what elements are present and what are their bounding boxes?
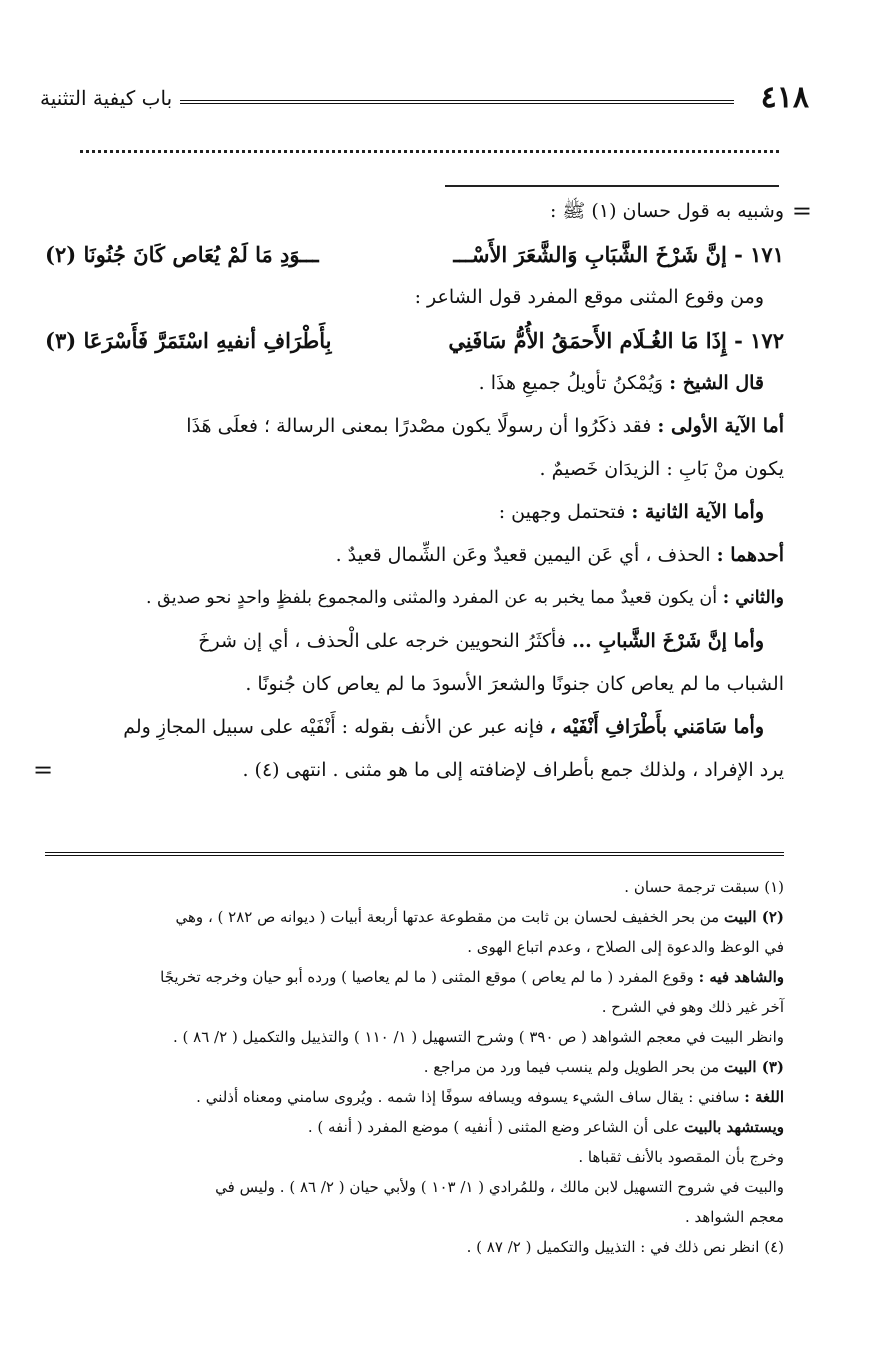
text-span: على أن الشاعر وضع المثنى ( أنفيه ) موضع المفرد ( أنفه ) . <box>307 1118 685 1136</box>
footnote-line <box>45 1142 784 1172</box>
text-span: وخرج بأن المقصود بالأنف ثقباها . <box>578 1148 784 1166</box>
text-span: يرد الإفراد ، ولذلك جمع بأطراف لإضافته إلى ما هو مثنى . انتهى (٤) . <box>242 759 784 781</box>
short-separator <box>445 185 779 187</box>
text-line <box>45 190 812 233</box>
text-span: فتحتمل وجهين : <box>498 501 632 523</box>
text-span: أن يكون قعيدٌ مما يخبر به عن المفرد والمثنى والمجموع بلفظٍ واحدٍ نحو صديق . <box>146 588 723 608</box>
text-span: وشبيه به قول حسان (١) ﷺ : <box>549 200 784 222</box>
footnotes <box>45 872 784 1262</box>
footnote-line <box>45 1112 784 1142</box>
text-span: من بحر الخفيف لحسان بن ثابت من مقطوعة عدتها أربعة أبيات ( ديوانه ص ٢٨٢ ) ، وهي <box>175 908 724 926</box>
text-span: الحذف ، أي عَن اليمين قعيدٌ وعَن الشِّمال قعيدٌ . <box>335 544 717 566</box>
footnote-line <box>45 932 784 962</box>
text-line <box>45 405 784 448</box>
main-text <box>33 190 812 792</box>
continuation-mark: = <box>33 756 54 784</box>
text-line <box>45 491 784 534</box>
text-span: والبيت في شروح التسهيل لابن مالك ، وللمُرادي ( ١/ ١٠٣ ) ولأبي حيان ( ٢/ ٨٦ ) . وليس في <box>215 1178 784 1196</box>
bold-lead: (٢) البيت <box>723 908 784 926</box>
bold-lead: قال الشيخ : <box>669 372 764 394</box>
text-span: (١) سبقت ترجمة حسان . <box>624 878 784 896</box>
bold-lead: والثاني : <box>722 588 784 608</box>
text-line <box>45 706 784 749</box>
text-span: آخر غير ذلك وهو في الشرح . <box>601 998 784 1016</box>
bold-lead: وأما سَامَني بأَطْرَافِ أَنْفَيْه ، <box>549 716 764 738</box>
page-number: ٤١٨ <box>760 80 809 115</box>
verse-hemistich-2: بِأَطْرَافِ أنفيهِ اسْتَمَرَّ فَأَسْرَعَا (٣) <box>45 328 332 353</box>
text-line <box>45 620 784 663</box>
verse-171 <box>45 233 784 276</box>
bold-lead: (٣) البيت <box>723 1058 784 1076</box>
bold-lead: وأما الآية الثانية : <box>631 501 764 523</box>
chapter-title: باب كيفية التثنية <box>40 86 173 110</box>
text-line <box>45 448 784 491</box>
footnote-line <box>45 1052 784 1082</box>
text-line <box>45 577 784 620</box>
text-line <box>45 276 784 319</box>
footnote-line <box>45 1232 784 1262</box>
bold-lead: أحدهما : <box>716 544 784 566</box>
continuation-mark: = <box>791 197 812 225</box>
bold-lead: وأما إنَّ شَرْخَ الشَّبابِ ... <box>571 630 764 652</box>
footnote-line <box>45 1022 784 1052</box>
verse-hemistich-1: ١٧١ - إنَّ شَرْخَ الشَّبَابِ وَالشَّعَرَ الأَسْـــ <box>453 242 784 267</box>
bold-lead: والشاهد فيه : <box>698 968 784 986</box>
text-span: معجم الشواهد . <box>684 1208 784 1226</box>
text-span: الشباب ما لم يعاص كان جنونًا والشعرَ الأسودَ ما لم يعاص كان جُنونًا . <box>245 673 784 695</box>
text-line <box>33 749 784 792</box>
bold-lead: ويستشهد بالبيت <box>684 1118 784 1136</box>
text-span: فأكثَرُ النحويين خرجه على الْحذف ، أي إن شرخَ <box>198 630 572 652</box>
footnote-line <box>45 902 784 932</box>
text-span: ومن وقوع المثنى موقع المفرد قول الشاعر : <box>414 286 764 308</box>
footnote-line <box>45 962 784 992</box>
text-span: سافني : يقال ساف الشيء يسوفه ويسافه سوفًا إذا شمه . ويُروى سامني ومعناه أذلني . <box>196 1088 745 1106</box>
text-span: من بحر الطويل ولم ينسب فيما ورد من مراجع . <box>423 1058 724 1076</box>
footnote-line <box>45 992 784 1022</box>
footnote-line <box>45 1082 784 1112</box>
dotted-separator <box>80 150 779 153</box>
footnote-rule <box>45 852 784 856</box>
text-span: وانظر البيت في معجم الشواهد ( ص ٣٩٠ ) وشرح التسهيل ( ١/ ١١٠ ) والتذييل والتكميل ( ٢/ ٨٦ ) . <box>173 1028 784 1046</box>
text-span: وَيُمْكنُ تأويلُ جميعِ هذَا . <box>478 372 670 394</box>
text-span: وقوع المفرد ( ما لم يعاص ) موقع المثنى ( ما لم يعاصيا ) ورده أبو حيان وخرجه تخريجًا <box>160 968 699 986</box>
page-header <box>40 70 809 120</box>
text-span: يكون منْ بَابِ : الزيدَان خَصيمٌ . <box>539 458 784 480</box>
text-span: في الوعظ والدعوة إلى الصلاح ، وعدم اتباع الهوى . <box>467 938 784 956</box>
footnote-line <box>45 1172 784 1202</box>
verse-172 <box>45 319 784 362</box>
text-span: (٤) انظر نص ذلك في : التذييل والتكميل ( ٢/ ٨٧ ) . <box>466 1238 784 1256</box>
text-span: فقد ذكَرُوا أن رسولًا يكون مصْدرًا بمعنى الرسالة ؛ فعلَى هَذَا <box>186 415 658 437</box>
footnote-line <box>45 872 784 902</box>
verse-hemistich-1: ١٧٢ - إِذَا مَا الغُـلَام الأَحمَقُ الأُمُّ سَافَنِي <box>448 328 784 353</box>
header-rule <box>180 100 734 104</box>
bold-lead: أما الآية الأولى : <box>657 415 784 437</box>
footnote-line <box>45 1202 784 1232</box>
text-span: فإنه عبر عن الأنف بقوله : أَنْفَيْه على سبيل المجازِ ولم <box>123 716 550 738</box>
text-line <box>45 663 784 706</box>
text-line <box>45 534 784 577</box>
text-line <box>45 362 784 405</box>
bold-lead: اللغة : <box>744 1088 784 1106</box>
verse-hemistich-2: ـــوَدِ مَا لَمْ يُعَاص كَانَ جُنُونَا (٢) <box>45 242 319 267</box>
